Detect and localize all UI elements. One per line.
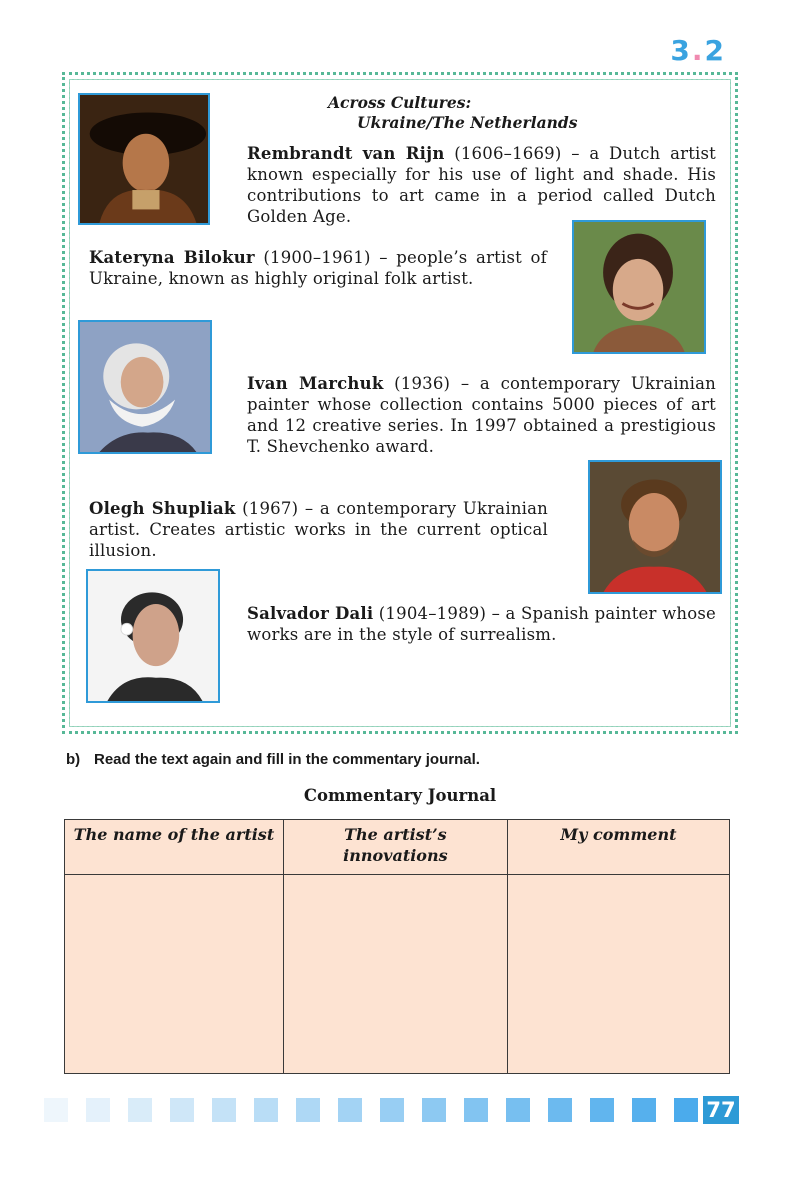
task-instruction bbox=[66, 751, 480, 768]
header-innovations: The artist’s innovations bbox=[283, 820, 507, 875]
artist-name: Olegh Shupliak bbox=[89, 499, 236, 518]
strip-square bbox=[548, 1098, 572, 1122]
section-number-major: 3 bbox=[670, 34, 692, 67]
strip-square bbox=[632, 1098, 656, 1122]
artist-rembrandt bbox=[247, 143, 716, 227]
commentary-journal-table bbox=[64, 819, 730, 1074]
task-text: Read the text again and fill in the commentary journal. bbox=[94, 751, 480, 768]
artist-description: (1967) – a contemporary Ukrainian artist. Creates artistic works in the current optical illusion. bbox=[89, 499, 548, 560]
artist-name: Rembrandt van Rijn bbox=[247, 144, 445, 163]
artist-dali bbox=[247, 603, 716, 645]
decorative-square-strip bbox=[44, 1098, 698, 1124]
strip-square bbox=[506, 1098, 530, 1122]
artist-bilokur bbox=[89, 247, 547, 289]
shupliak-portrait bbox=[588, 460, 722, 594]
strip-square bbox=[170, 1098, 194, 1122]
artist-marchuk bbox=[247, 373, 716, 457]
strip-square bbox=[422, 1098, 446, 1122]
strip-square bbox=[338, 1098, 362, 1122]
section-number bbox=[670, 34, 726, 67]
header-artist-name: The name of the artist bbox=[65, 820, 284, 875]
strip-square bbox=[380, 1098, 404, 1122]
strip-square bbox=[296, 1098, 320, 1122]
cell-innovations[interactable] bbox=[283, 875, 507, 1074]
strip-square bbox=[464, 1098, 488, 1122]
section-number-dot: . bbox=[691, 34, 705, 67]
strip-square bbox=[674, 1098, 698, 1122]
artist-description: (1606–1669) – a Dutch artist known especially for his use of light and shade. His contributions to art came in a period called Dutch Golden Age. bbox=[247, 144, 716, 226]
box-title-line2: Ukraine/The Netherlands bbox=[357, 113, 578, 132]
artist-shupliak bbox=[89, 498, 548, 561]
rembrandt-portrait bbox=[78, 93, 210, 225]
strip-square bbox=[212, 1098, 236, 1122]
dali-portrait bbox=[86, 569, 220, 703]
artist-name: Kateryna Bilokur bbox=[89, 248, 255, 267]
artist-name: Ivan Marchuk bbox=[247, 374, 384, 393]
cell-artist-name[interactable] bbox=[65, 875, 284, 1074]
page-number: 77 bbox=[703, 1096, 739, 1124]
cell-my-comment[interactable] bbox=[507, 875, 729, 1074]
strip-square bbox=[590, 1098, 614, 1122]
bilokur-portrait bbox=[572, 220, 706, 354]
strip-square bbox=[128, 1098, 152, 1122]
header-my-comment: My comment bbox=[507, 820, 729, 875]
strip-square bbox=[254, 1098, 278, 1122]
section-number-minor: 2 bbox=[704, 34, 726, 67]
task-label: b) bbox=[66, 751, 81, 768]
table-row bbox=[65, 875, 730, 1074]
strip-square bbox=[44, 1098, 68, 1122]
box-title-line1: Across Cultures: bbox=[328, 93, 472, 112]
artist-description: (1904–1989) – a Spanish painter whose works are in the style of surrealism. bbox=[247, 604, 716, 644]
journal-title: Commentary Journal bbox=[303, 786, 497, 805]
artist-description: (1936) – a contemporary Ukrainian painter whose collection contains 5000 pieces of art and 12 creative series. In 1997 obtained a prestigious T. Shevchenko award. bbox=[247, 374, 716, 456]
marchuk-portrait bbox=[78, 320, 212, 454]
strip-square bbox=[86, 1098, 110, 1122]
artist-description: (1900–1961) – people’s artist of Ukraine, known as highly original folk artist. bbox=[89, 248, 547, 288]
table-header-row bbox=[65, 820, 730, 875]
artist-name: Salvador Dali bbox=[247, 604, 374, 623]
